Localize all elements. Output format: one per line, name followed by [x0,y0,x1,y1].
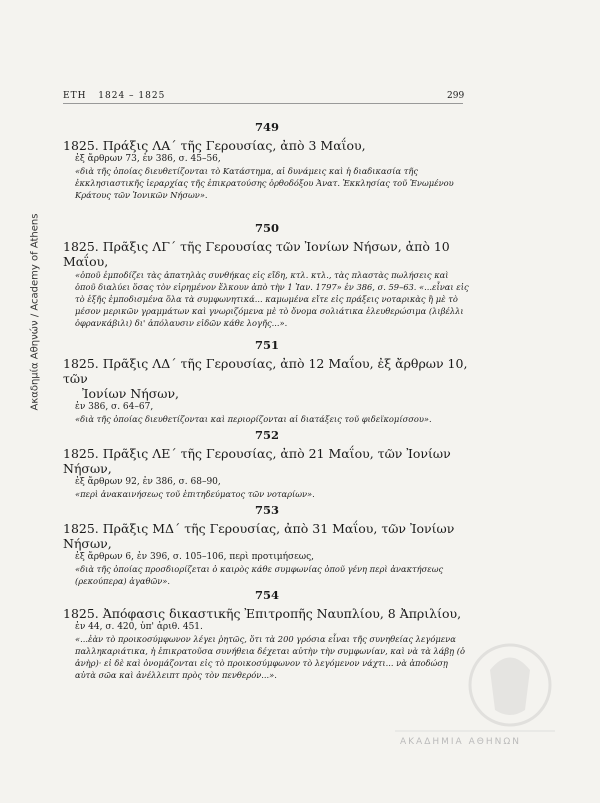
entry-number: 752 [254,428,279,442]
watermark-text: ΑΚΑΔΗΜΙΑ ΑΘΗΝΩΝ [400,737,521,747]
entry-title: 1825. Πράξις ΛΑ΄ τῆς Γερουσίας, ἀπὸ 3 Μαΐου, [63,138,366,153]
entry-number: 749 [254,120,279,134]
entry-description: «περὶ ἀνακαινήσεως τοῦ ἐπιτηδεύματος τῶν νοταρίων». [75,489,315,499]
page-number: 299 [447,91,465,101]
entry-description: «ὁποῦ ἐμποδίζει τὰς ἀπατηλὰς συνθήκας εἰς εἴδη, κτλ. κτλ., τὰς πλαστὰς πωλήσεις καὶ ὁποῦ διαλύει ὅσας τὸν εἰρημένον ἕλκουν ἀπὸ τὴν 1 Ἰαν. 1797» ἐν 386, σ. 59–63. «...εἶναι εἰς τὸ ἑξῆς ἐμποδισμένα ὅλα τὰ συμφωνητικά... καμωμένα εἴτε εἰς πράξεις νοταρικὰς ἢ μὲ τὸ μέσον μερικῶν γραμμάτων καὶ γνωριζόμενα μὲ τὸ ὄνομα σολιάτικα ἐλευθερώσιμα (λιβέλλι ὀφρανκάβιλι) δι' ἀπόλαυσιν εἰδῶν κάθε λογῆς...». [75,270,469,328]
entry-number: 753 [254,503,279,517]
entry-750 [63,221,471,329]
entry-number: 754 [254,588,279,602]
entry-title: 1825. Ἀπόφασις δικαστικῆς Ἐπιτροπῆς Ναυπλίου, 8 Ἀπριλίου, [63,606,462,621]
entry-number: 751 [254,338,279,352]
entry-meta: ἐξ ἄρθρων 6, ἐν 396, σ. 105–106, περὶ προτιμήσεως, [75,552,315,562]
entry-title: 1825. Πρᾶξις ΜΔ΄ τῆς Γερουσίας, ἀπὸ 31 Μαΐου, τῶν Ἰονίων Νήσων, [63,521,455,551]
academy-seal-watermark [395,630,555,750]
entry-title: 1825. Πρᾶξις ΛΕ΄ τῆς Γερουσίας, ἀπὸ 21 Μαΐου, τῶν Ἰονίων Νήσων, [63,446,451,476]
header-rule [63,103,463,104]
entry-description: «διὰ τῆς ὁποίας διευθετίζονται τὸ Κατάστημα, αἱ δυνάμεις καὶ ἡ διαδικασία τῆς ἐκκλησιαστικῆς ἱεραρχίας τῆς ἐπικρατούσης ὀρθοδόξου Ἀνατ. Ἐκκλησίας τοῦ Ἐνωμένου Κράτους τῶν Ἰονικῶν Νήσων». [75,166,454,200]
entry-description: «διὰ τῆς ὁποίας διευθετίζονται καὶ περιορίζονται αἱ διατάξεις τοῦ φιδεϊκομίσσου». [75,414,432,424]
entry-753 [63,503,471,587]
entry-752 [63,428,471,500]
header-years: 1824 – 1825 [98,91,166,101]
entry-meta: ἐξ ἄρθρων 73, ἐν 386, σ. 45–56, [75,154,221,164]
entry-title [63,356,471,401]
entry-title-line1: 1825. Πρᾶξις ΛΔ΄ τῆς Γερουσίας, ἀπὸ 12 Μαΐου, ἐξ ἄρθρων 10, τῶν [63,356,468,386]
entry-meta: ἐξ ἄρθρων 92, ἐν 386, σ. 68–90, [75,477,221,487]
entry-meta: ἐν 44, σ. 420, ὑπ' ἀριθ. 451. [75,622,203,632]
running-header [63,91,463,101]
entry-title: 1825. Πρᾶξις ΛΓ΄ τῆς Γερουσίας τῶν Ἰονίων Νήσων, ἀπὸ 10 Μαΐου, [63,239,450,269]
entry-title-line2: Ἰονίων Νήσων, [82,386,180,401]
entry-description: «...ἐὰν τὸ προικοσύμφωνον λέγει ῥητῶς, ὅτι τὰ 200 γρόσια εἶναι τῆς συνηθείας λεγόμενα παλληκαριάτικα, ἡ ἐπικρατοῦσα συνήθεια δέχεται αὐτὴν τὴν συμφωνίαν, καὶ νὰ τὰ λάβῃ (ὁ ἀνὴρ)· εἰ δὲ καὶ ὀνομάζονται εἰς τὸ προικοσύμφωνον τὸ λεγόμενον νάχτι... νὰ ἀποδώσῃ αὐτὰ σῶα καὶ ἀνέλλειπτ πρὸς τὸν πενθερόν...». [75,634,465,680]
entry-meta: ἐν 386, σ. 64–67, [75,402,154,412]
header-title: ΕΤΗ [63,91,87,101]
entry-description: «διὰ τῆς ὁποίας προσδιορίζεται ὁ καιρὸς κάθε συμφωνίας ὁποῦ γένη περὶ ἀνακτήσεως (ρεκούπερα) ἀγαθῶν». [75,564,444,586]
entry-number: 750 [254,221,279,235]
entry-751 [63,338,471,425]
side-label: Ακαδημία Αθηνών / Academy of Athens [29,213,41,411]
entry-749 [63,120,471,201]
